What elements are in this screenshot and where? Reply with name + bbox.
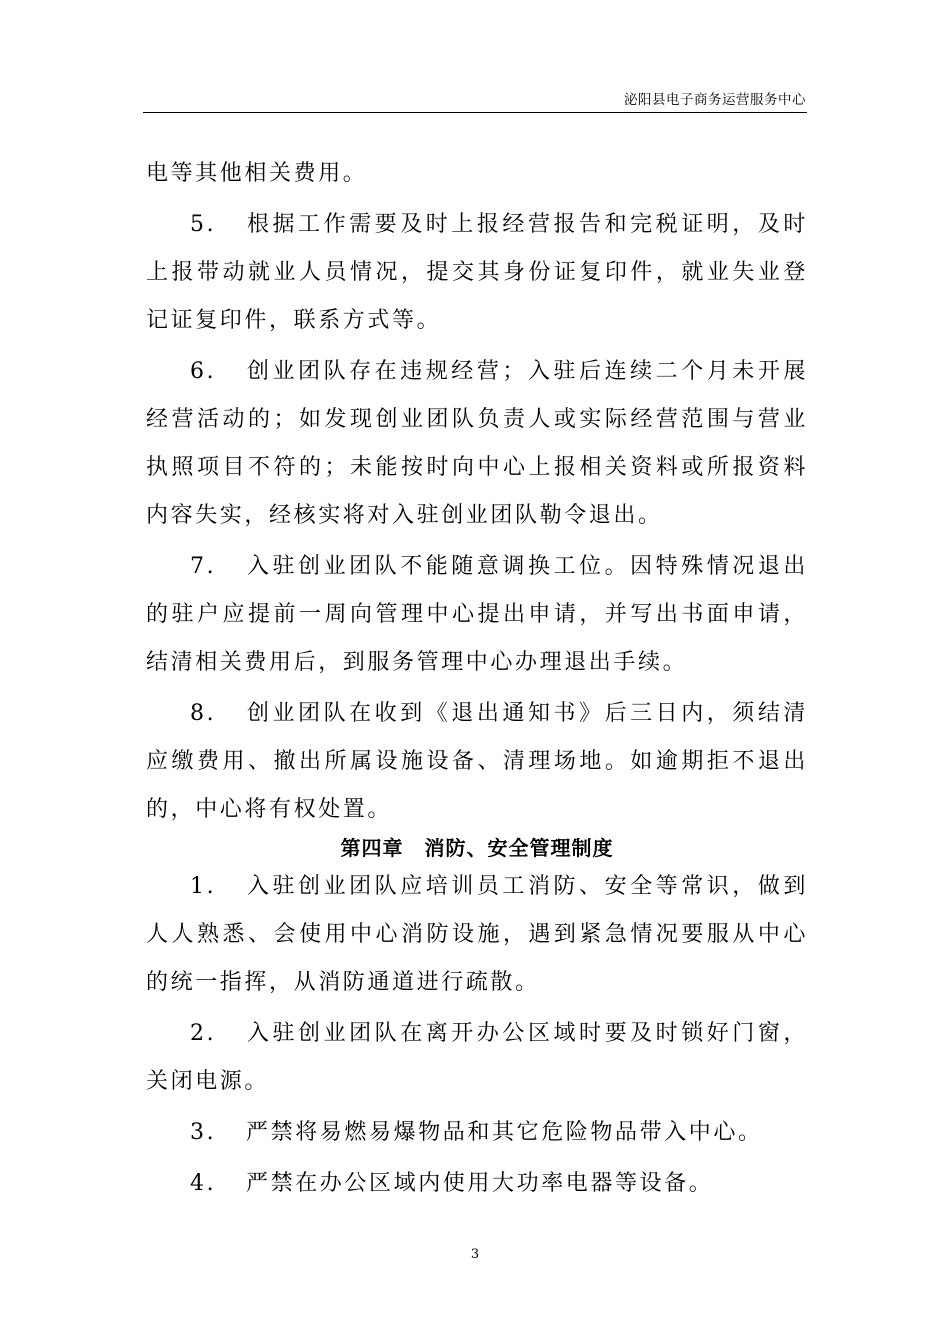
paragraph (146, 690, 808, 834)
paragraph (146, 863, 808, 1007)
paragraph-text: 电等其他相关费用。 (146, 161, 368, 186)
paragraph (146, 543, 808, 687)
item-number: 2. (190, 1021, 217, 1046)
paragraph-text: 入驻创业团队在离开办公区域时要及时锁好门窗，关闭电源。 (146, 1021, 808, 1094)
item-number: 8. (190, 701, 217, 726)
paragraph (146, 150, 808, 198)
paragraph-text: 创业团队存在违规经营；入驻后连续二个月未开展经营活动的；如发现创业团队负责人或实际经营范围与营业执照项目不符的；未能按时向中心上报相关资料或所报资料内容失实，经核实将对入驻创业团队勒令退出。 (146, 359, 808, 528)
page-number: 3 (470, 1247, 480, 1262)
paragraph-text: 入驻创业团队应培训员工消防、安全等常识，做到人人熟悉、会使用中心消防设施，遇到紧急情况要服从中心的统一指挥，从消防通道进行疏散。 (146, 874, 808, 995)
item-number: 3. (190, 1120, 217, 1145)
paragraph-text: 严禁将易燃易爆物品和其它危险物品带入中心。 (246, 1120, 763, 1145)
header-rule (143, 112, 807, 113)
item-number: 6. (190, 359, 217, 384)
item-number: 7. (190, 554, 217, 579)
document-body (146, 150, 808, 1211)
page-header: 泌阳县电子商务运营服务中心 (624, 92, 806, 108)
chapter-heading: 第四章 消防、安全管理制度 (340, 836, 614, 860)
paragraph-text: 根据工作需要及时上报经营报告和完税证明，及时上报带动就业人员情况，提交其身份证复印件，就业失业登记证复印件，联系方式等。 (146, 212, 808, 333)
item-number: 4. (190, 1171, 217, 1196)
paragraph (146, 1010, 808, 1106)
paragraph-text: 入驻创业团队不能随意调换工位。因特殊情况退出的驻户应提前一周向管理中心提出申请，并写出书面申请，结清相关费用后，到服务管理中心办理退出手续。 (146, 554, 808, 675)
paragraph (146, 1109, 808, 1157)
paragraph (146, 348, 808, 540)
paragraph (146, 201, 808, 345)
item-number: 5. (190, 212, 217, 237)
item-number: 1. (190, 874, 217, 899)
paragraph (146, 1160, 808, 1208)
paragraph-text: 严禁在办公区域内使用大功率电器等设备。 (246, 1171, 714, 1196)
paragraph-text: 创业团队在收到《退出通知书》后三日内，须结清应缴费用、撤出所属设施设备、清理场地。如逾期拒不退出的，中心将有权处置。 (146, 701, 808, 822)
